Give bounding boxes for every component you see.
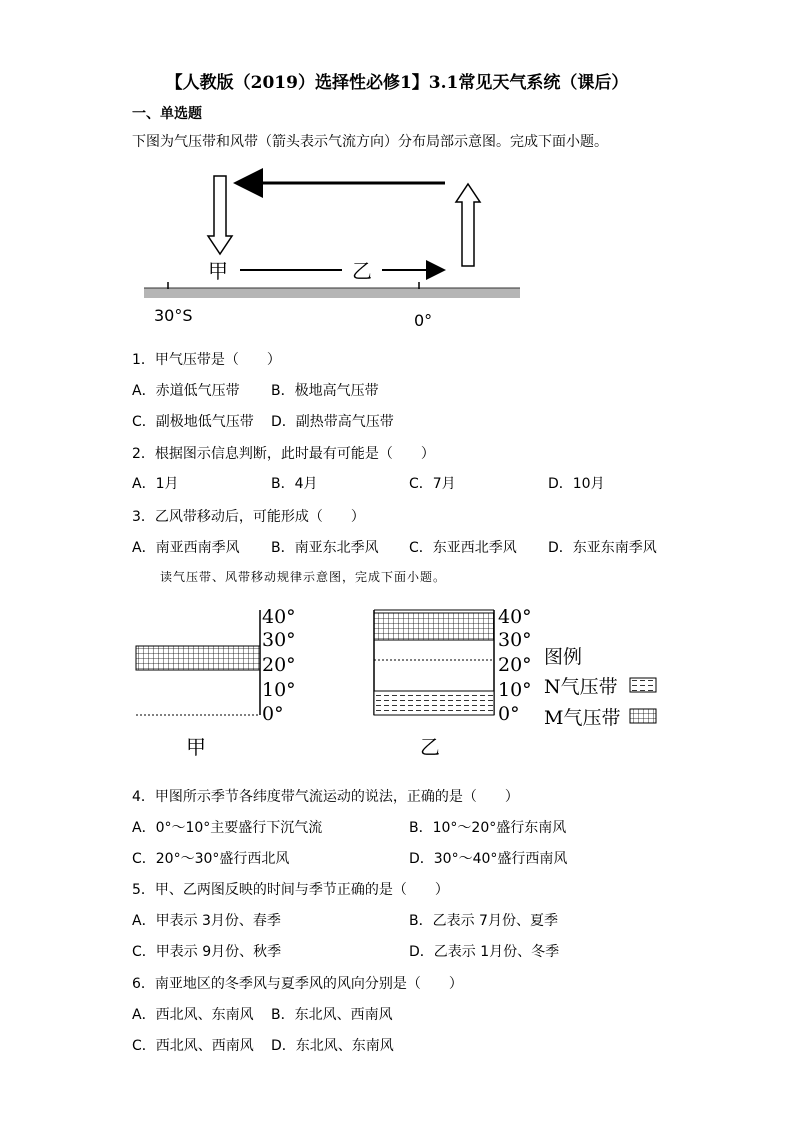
q2-option-a: A．1月 (132, 476, 179, 492)
fig2-label-jia: 甲 (186, 735, 206, 759)
label-jia: 甲 (208, 259, 228, 283)
q5-option-c: C．甲表示 9月份、秋季 (132, 944, 282, 960)
q5-option-a: A．甲表示 3月份、春季 (132, 913, 281, 929)
q4-option-b: B．10°～20°盛行东南风 (409, 820, 567, 836)
jia-tick-30: 30° (262, 629, 296, 651)
q3-option-b: B．南亚东北季风 (271, 540, 379, 556)
jia-tick-10: 10° (262, 679, 296, 701)
yi-tick-10: 10° (498, 679, 532, 701)
q6-stem: 6．南亚地区的冬季风与夏季风的风向分别是（ ） (132, 976, 463, 992)
yi-n-belt (374, 691, 494, 715)
q6-option-d: D．东北风、东南风 (271, 1038, 394, 1054)
intro2-text: 读气压带、风带移动规律示意图，完成下面小题。 (160, 570, 447, 584)
q4-option-c: C．20°～30°盛行西北风 (132, 851, 290, 867)
jia-tick-20: 20° (262, 654, 296, 676)
legend-n-swatch (630, 678, 656, 692)
q4-stem: 4．甲图所示季节各纬度带气流运动的说法，正确的是（ ） (132, 789, 519, 805)
q4-option-d: D．30°～40°盛行西南风 (409, 851, 568, 867)
jia-m-belt (136, 646, 260, 670)
q6-option-b: B．东北风、西南风 (271, 1007, 393, 1023)
q6-option-a: A．西北风、东南风 (132, 1007, 254, 1023)
q1-option-b: B．极地高气压带 (271, 383, 379, 399)
legend-n-label: N气压带 (544, 676, 618, 698)
q5-stem: 5．甲、乙两图反映的时间与季节正确的是（ ） (132, 882, 449, 898)
q2-option-d: D．10月 (548, 476, 605, 492)
intro-text: 下图为气压带和风带（箭头表示气流方向）分布局部示意图。完成下面小题。 (132, 134, 608, 150)
q3-option-c: C．东亚西北季风 (409, 540, 517, 556)
yi-tick-20: 20° (498, 654, 532, 676)
yi-m-belt (374, 613, 494, 640)
ascending-airflow-arrow (456, 184, 480, 266)
legend-m-swatch (630, 709, 656, 723)
q1-stem: 1．甲气压带是（ ） (132, 352, 281, 368)
q3-option-d: D．东亚东南季风 (548, 540, 657, 556)
pressure-wind-belt-diagram (140, 168, 525, 333)
q3-stem: 3．乙风带移动后，可能形成（ ） (132, 509, 365, 525)
q2-option-c: C．7月 (409, 476, 456, 492)
q1-option-c: C．副极地低气压带 (132, 414, 254, 430)
jia-tick-0: 0° (262, 703, 284, 725)
belt-migration-diagram (128, 598, 668, 763)
lat-label-30s: 30°S (154, 306, 193, 325)
section-heading: 一、单选题 (132, 106, 202, 122)
descending-airflow-arrow (208, 176, 232, 254)
q2-option-b: B．4月 (271, 476, 318, 492)
q4-option-a: A．0°～10°主要盛行下沉气流 (132, 820, 323, 836)
legend-m-label: M气压带 (544, 707, 621, 729)
fig2-label-yi: 乙 (420, 735, 440, 759)
ground-band (144, 288, 520, 298)
q3-option-a: A．南亚西南季风 (132, 540, 240, 556)
page-title: 【人教版（2019）选择性必修1】3.1常见天气系统（课后） (165, 73, 629, 93)
label-yi: 乙 (352, 259, 372, 283)
legend-title: 图例 (544, 646, 583, 668)
lat-label-0: 0° (414, 311, 433, 330)
yi-tick-30: 30° (498, 629, 532, 651)
yi-tick-40: 40° (498, 606, 532, 628)
q5-option-d: D．乙表示 1月份、冬季 (409, 944, 560, 960)
q6-option-c: C．西北风、西南风 (132, 1038, 254, 1054)
q1-option-d: D．副热带高气压带 (271, 414, 394, 430)
q1-option-a: A．赤道低气压带 (132, 383, 240, 399)
q5-option-b: B．乙表示 7月份、夏季 (409, 913, 558, 929)
jia-tick-40: 40° (262, 606, 296, 628)
q2-stem: 2．根据图示信息判断，此时最有可能是（ ） (132, 446, 435, 462)
yi-tick-0: 0° (498, 703, 520, 725)
